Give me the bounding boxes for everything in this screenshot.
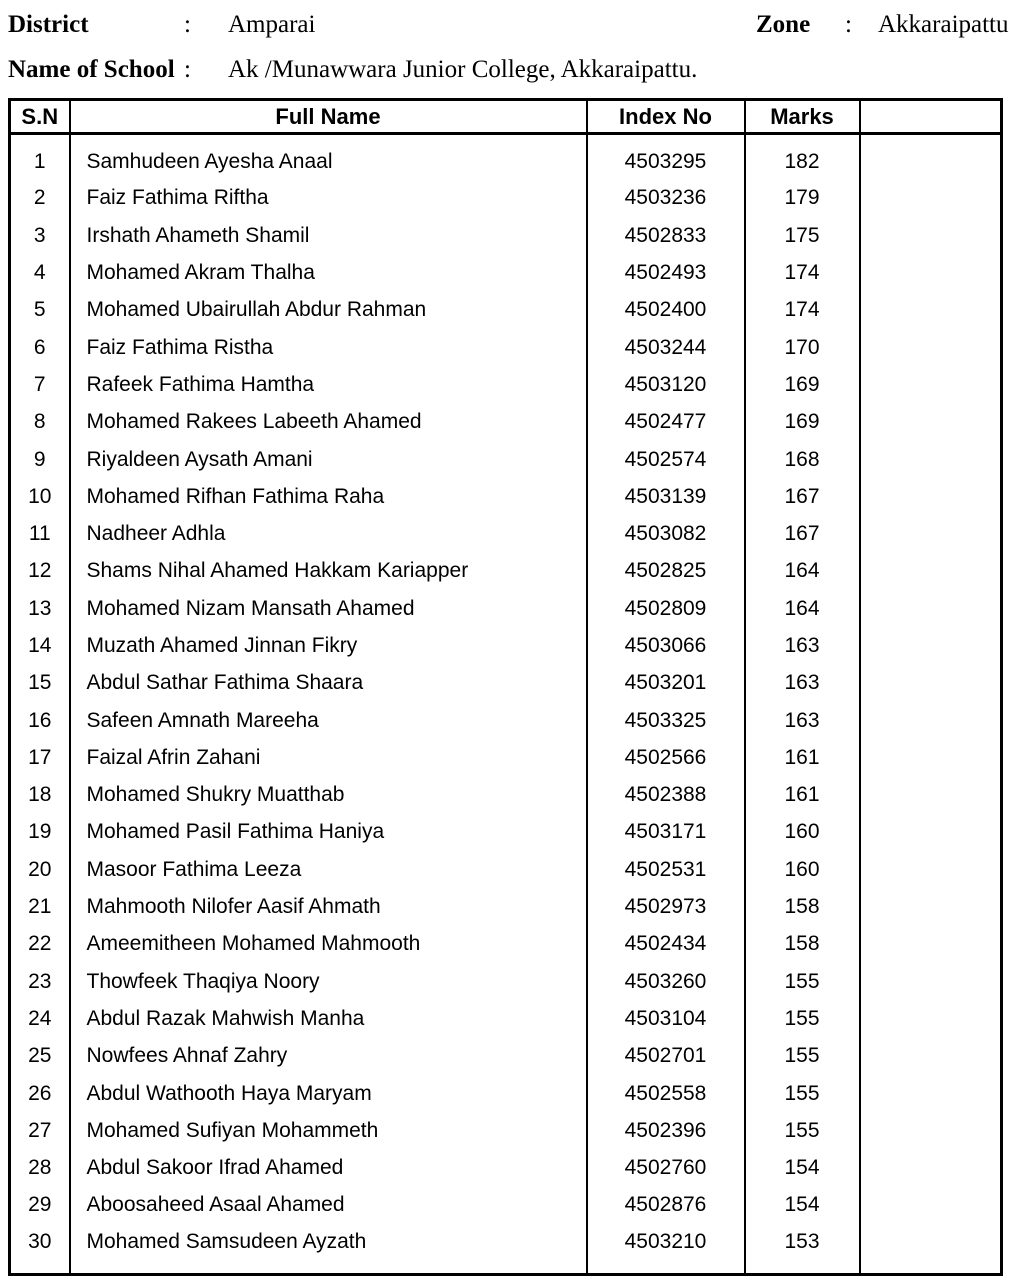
full-name-cell: Irshath Ahameth Shamil xyxy=(70,217,587,254)
marks-cell: 155 xyxy=(745,963,860,1000)
sn-cell: 27 xyxy=(10,1112,70,1149)
table-row xyxy=(10,851,1002,888)
district-value: Amparai xyxy=(228,11,316,38)
full-name-cell: Abdul Sathar Fathima Shaara xyxy=(70,665,587,702)
index-no-cell: 4502809 xyxy=(587,590,745,627)
sn-cell: 6 xyxy=(10,329,70,366)
document-meta xyxy=(0,10,1009,85)
sn-cell: 17 xyxy=(10,739,70,776)
table-row xyxy=(10,739,1002,776)
table-row xyxy=(10,814,1002,851)
full-name-cell: Riyaldeen Aysath Amani xyxy=(70,441,587,478)
table-row xyxy=(10,254,1002,291)
full-name-cell: Mahmooth Nilofer Aasif Ahmath xyxy=(70,888,587,925)
results-table xyxy=(8,98,1003,1276)
district-label: District xyxy=(8,11,89,38)
blank-column-header xyxy=(860,100,1002,134)
results-table-body xyxy=(10,134,1002,1275)
results-table-header xyxy=(10,100,1002,134)
blank-cell xyxy=(860,888,1002,925)
index-no-cell: 4502574 xyxy=(587,441,745,478)
index-no-cell: 4503104 xyxy=(587,1000,745,1037)
sn-cell: 14 xyxy=(10,627,70,664)
index-no-cell: 4503295 xyxy=(587,134,745,180)
blank-cell xyxy=(860,441,1002,478)
table-row xyxy=(10,1224,1002,1274)
sn-cell: 13 xyxy=(10,590,70,627)
marks-cell: 158 xyxy=(745,926,860,963)
marks-cell: 153 xyxy=(745,1224,860,1274)
blank-cell xyxy=(860,292,1002,329)
table-row xyxy=(10,217,1002,254)
marks-cell: 174 xyxy=(745,254,860,291)
full-name-cell: Nadheer Adhla xyxy=(70,515,587,552)
sn-cell: 21 xyxy=(10,888,70,925)
full-name-cell: Mohamed Shukry Muatthab xyxy=(70,777,587,814)
blank-cell xyxy=(860,217,1002,254)
full-name-cell: Rafeek Fathima Hamtha xyxy=(70,366,587,403)
table-row xyxy=(10,366,1002,403)
marks-cell: 169 xyxy=(745,366,860,403)
index-no-cell: 4502477 xyxy=(587,404,745,441)
index-no-cell: 4503066 xyxy=(587,627,745,664)
marks-cell: 175 xyxy=(745,217,860,254)
table-row xyxy=(10,478,1002,515)
marks-cell: 158 xyxy=(745,888,860,925)
index-no-cell: 4502434 xyxy=(587,926,745,963)
marks-cell: 163 xyxy=(745,665,860,702)
sn-cell: 23 xyxy=(10,963,70,1000)
index-no-cell: 4502531 xyxy=(587,851,745,888)
full-name-cell: Nowfees Ahnaf Zahry xyxy=(70,1038,587,1075)
sn-cell: 8 xyxy=(10,404,70,441)
blank-cell xyxy=(860,553,1002,590)
index-no-cell: 4502876 xyxy=(587,1187,745,1224)
full-name-cell: Mohamed Rifhan Fathima Raha xyxy=(70,478,587,515)
full-name-cell: Mohamed Sufiyan Mohammeth xyxy=(70,1112,587,1149)
sn-cell: 29 xyxy=(10,1187,70,1224)
blank-cell xyxy=(860,851,1002,888)
sn-cell: 15 xyxy=(10,665,70,702)
sn-cell: 19 xyxy=(10,814,70,851)
marks-cell: 167 xyxy=(745,515,860,552)
table-row xyxy=(10,963,1002,1000)
index-no-cell: 4503210 xyxy=(587,1224,745,1274)
index-no-cell: 4502760 xyxy=(587,1150,745,1187)
blank-cell xyxy=(860,1038,1002,1075)
blank-cell xyxy=(860,1075,1002,1112)
blank-cell xyxy=(860,665,1002,702)
blank-cell xyxy=(860,702,1002,739)
table-row xyxy=(10,553,1002,590)
sn-cell: 26 xyxy=(10,1075,70,1112)
blank-cell xyxy=(860,134,1002,180)
full-name-cell: Faiz Fathima Riftha xyxy=(70,180,587,217)
index-no-cell: 4502825 xyxy=(587,553,745,590)
full-name-cell: Faizal Afrin Zahani xyxy=(70,739,587,776)
blank-cell xyxy=(860,1150,1002,1187)
blank-cell xyxy=(860,963,1002,1000)
index-no-column-header: Index No xyxy=(587,100,745,134)
sn-cell: 28 xyxy=(10,1150,70,1187)
blank-cell xyxy=(860,180,1002,217)
school-name-value: Ak /Munawwara Junior College, Akkaraipattu. xyxy=(228,56,698,83)
table-row xyxy=(10,1112,1002,1149)
full-name-cell: Mohamed Nizam Mansath Ahamed xyxy=(70,590,587,627)
sn-cell: 18 xyxy=(10,777,70,814)
marks-cell: 163 xyxy=(745,627,860,664)
index-no-cell: 4502701 xyxy=(587,1038,745,1075)
full-name-cell: Mohamed Ubairullah Abdur Rahman xyxy=(70,292,587,329)
full-name-cell: Ameemitheen Mohamed Mahmooth xyxy=(70,926,587,963)
marks-column-header: Marks xyxy=(745,100,860,134)
table-row xyxy=(10,292,1002,329)
index-no-cell: 4503244 xyxy=(587,329,745,366)
index-no-cell: 4503201 xyxy=(587,665,745,702)
index-no-cell: 4502558 xyxy=(587,1075,745,1112)
index-no-cell: 4502566 xyxy=(587,739,745,776)
sn-cell: 3 xyxy=(10,217,70,254)
table-row xyxy=(10,702,1002,739)
index-no-cell: 4503120 xyxy=(587,366,745,403)
sn-cell: 10 xyxy=(10,478,70,515)
marks-cell: 155 xyxy=(745,1038,860,1075)
marks-cell: 154 xyxy=(745,1150,860,1187)
sn-cell: 11 xyxy=(10,515,70,552)
index-no-cell: 4502493 xyxy=(587,254,745,291)
table-row xyxy=(10,777,1002,814)
full-name-cell: Faiz Fathima Ristha xyxy=(70,329,587,366)
header-row xyxy=(10,100,1002,134)
district-group xyxy=(8,11,315,38)
blank-cell xyxy=(860,478,1002,515)
sn-cell: 22 xyxy=(10,926,70,963)
sn-column-header: S.N xyxy=(10,100,70,134)
sn-cell: 4 xyxy=(10,254,70,291)
marks-cell: 154 xyxy=(745,1187,860,1224)
full-name-cell: Muzath Ahamed Jinnan Fikry xyxy=(70,627,587,664)
sn-cell: 12 xyxy=(10,553,70,590)
blank-cell xyxy=(860,777,1002,814)
table-row xyxy=(10,404,1002,441)
full-name-cell: Abdul Razak Mahwish Manha xyxy=(70,1000,587,1037)
full-name-cell: Masoor Fathima Leeza xyxy=(70,851,587,888)
meta-line-school xyxy=(8,55,1009,85)
table-row xyxy=(10,329,1002,366)
index-no-cell: 4502396 xyxy=(587,1112,745,1149)
table-row xyxy=(10,590,1002,627)
index-no-cell: 4503139 xyxy=(587,478,745,515)
blank-cell xyxy=(860,590,1002,627)
zone-group xyxy=(756,10,1009,40)
marks-cell: 164 xyxy=(745,590,860,627)
blank-cell xyxy=(860,1187,1002,1224)
marks-cell: 167 xyxy=(745,478,860,515)
index-no-cell: 4502833 xyxy=(587,217,745,254)
table-row xyxy=(10,180,1002,217)
index-no-cell: 4503171 xyxy=(587,814,745,851)
sn-cell: 16 xyxy=(10,702,70,739)
blank-cell xyxy=(860,1112,1002,1149)
table-row xyxy=(10,1000,1002,1037)
full-name-column-header: Full Name xyxy=(70,100,587,134)
blank-cell xyxy=(860,404,1002,441)
meta-line-district-zone xyxy=(8,10,1009,40)
index-no-cell: 4503236 xyxy=(587,180,745,217)
school-name-colon: : xyxy=(184,56,191,83)
sn-cell: 24 xyxy=(10,1000,70,1037)
blank-cell xyxy=(860,627,1002,664)
index-no-cell: 4503325 xyxy=(587,702,745,739)
blank-cell xyxy=(860,926,1002,963)
marks-cell: 169 xyxy=(745,404,860,441)
blank-cell xyxy=(860,515,1002,552)
marks-cell: 161 xyxy=(745,777,860,814)
sn-cell: 30 xyxy=(10,1224,70,1274)
marks-cell: 182 xyxy=(745,134,860,180)
sn-cell: 25 xyxy=(10,1038,70,1075)
index-no-cell: 4502388 xyxy=(587,777,745,814)
marks-cell: 160 xyxy=(745,851,860,888)
full-name-cell: Safeen Amnath Mareeha xyxy=(70,702,587,739)
blank-cell xyxy=(860,1224,1002,1274)
index-no-cell: 4503260 xyxy=(587,963,745,1000)
table-row xyxy=(10,515,1002,552)
zone-colon: : xyxy=(845,11,852,38)
sn-cell: 7 xyxy=(10,366,70,403)
full-name-cell: Samhudeen Ayesha Anaal xyxy=(70,134,587,180)
table-row xyxy=(10,134,1002,180)
table-row xyxy=(10,888,1002,925)
full-name-cell: Mohamed Samsudeen Ayzath xyxy=(70,1224,587,1274)
sn-cell: 5 xyxy=(10,292,70,329)
blank-cell xyxy=(860,814,1002,851)
full-name-cell: Abdul Wathooth Haya Maryam xyxy=(70,1075,587,1112)
marks-cell: 174 xyxy=(745,292,860,329)
marks-cell: 179 xyxy=(745,180,860,217)
marks-cell: 161 xyxy=(745,739,860,776)
full-name-cell: Mohamed Akram Thalha xyxy=(70,254,587,291)
table-row xyxy=(10,1075,1002,1112)
marks-cell: 155 xyxy=(745,1075,860,1112)
sn-cell: 1 xyxy=(10,134,70,180)
table-row xyxy=(10,1038,1002,1075)
marks-cell: 168 xyxy=(745,441,860,478)
table-row xyxy=(10,441,1002,478)
marks-cell: 155 xyxy=(745,1112,860,1149)
full-name-cell: Mohamed Rakees Labeeth Ahamed xyxy=(70,404,587,441)
blank-cell xyxy=(860,1000,1002,1037)
table-row xyxy=(10,926,1002,963)
marks-cell: 170 xyxy=(745,329,860,366)
blank-cell xyxy=(860,366,1002,403)
full-name-cell: Shams Nihal Ahamed Hakkam Kariapper xyxy=(70,553,587,590)
full-name-cell: Abdul Sakoor Ifrad Ahamed xyxy=(70,1150,587,1187)
sn-cell: 9 xyxy=(10,441,70,478)
index-no-cell: 4502400 xyxy=(587,292,745,329)
zone-label: Zone xyxy=(756,11,811,38)
marks-cell: 160 xyxy=(745,814,860,851)
district-colon: : xyxy=(184,11,191,38)
sn-cell: 20 xyxy=(10,851,70,888)
full-name-cell: Aboosaheed Asaal Ahamed xyxy=(70,1187,587,1224)
marks-cell: 164 xyxy=(745,553,860,590)
index-no-cell: 4502973 xyxy=(587,888,745,925)
table-row xyxy=(10,1187,1002,1224)
marks-cell: 163 xyxy=(745,702,860,739)
school-name-label: Name of School xyxy=(8,56,175,83)
zone-value: Akkaraipattu xyxy=(878,11,1009,38)
sn-cell: 2 xyxy=(10,180,70,217)
table-row xyxy=(10,627,1002,664)
table-row xyxy=(10,1150,1002,1187)
table-row xyxy=(10,665,1002,702)
marks-cell: 155 xyxy=(745,1000,860,1037)
blank-cell xyxy=(860,739,1002,776)
blank-cell xyxy=(860,329,1002,366)
blank-cell xyxy=(860,254,1002,291)
index-no-cell: 4503082 xyxy=(587,515,745,552)
full-name-cell: Thowfeek Thaqiya Noory xyxy=(70,963,587,1000)
full-name-cell: Mohamed Pasil Fathima Haniya xyxy=(70,814,587,851)
